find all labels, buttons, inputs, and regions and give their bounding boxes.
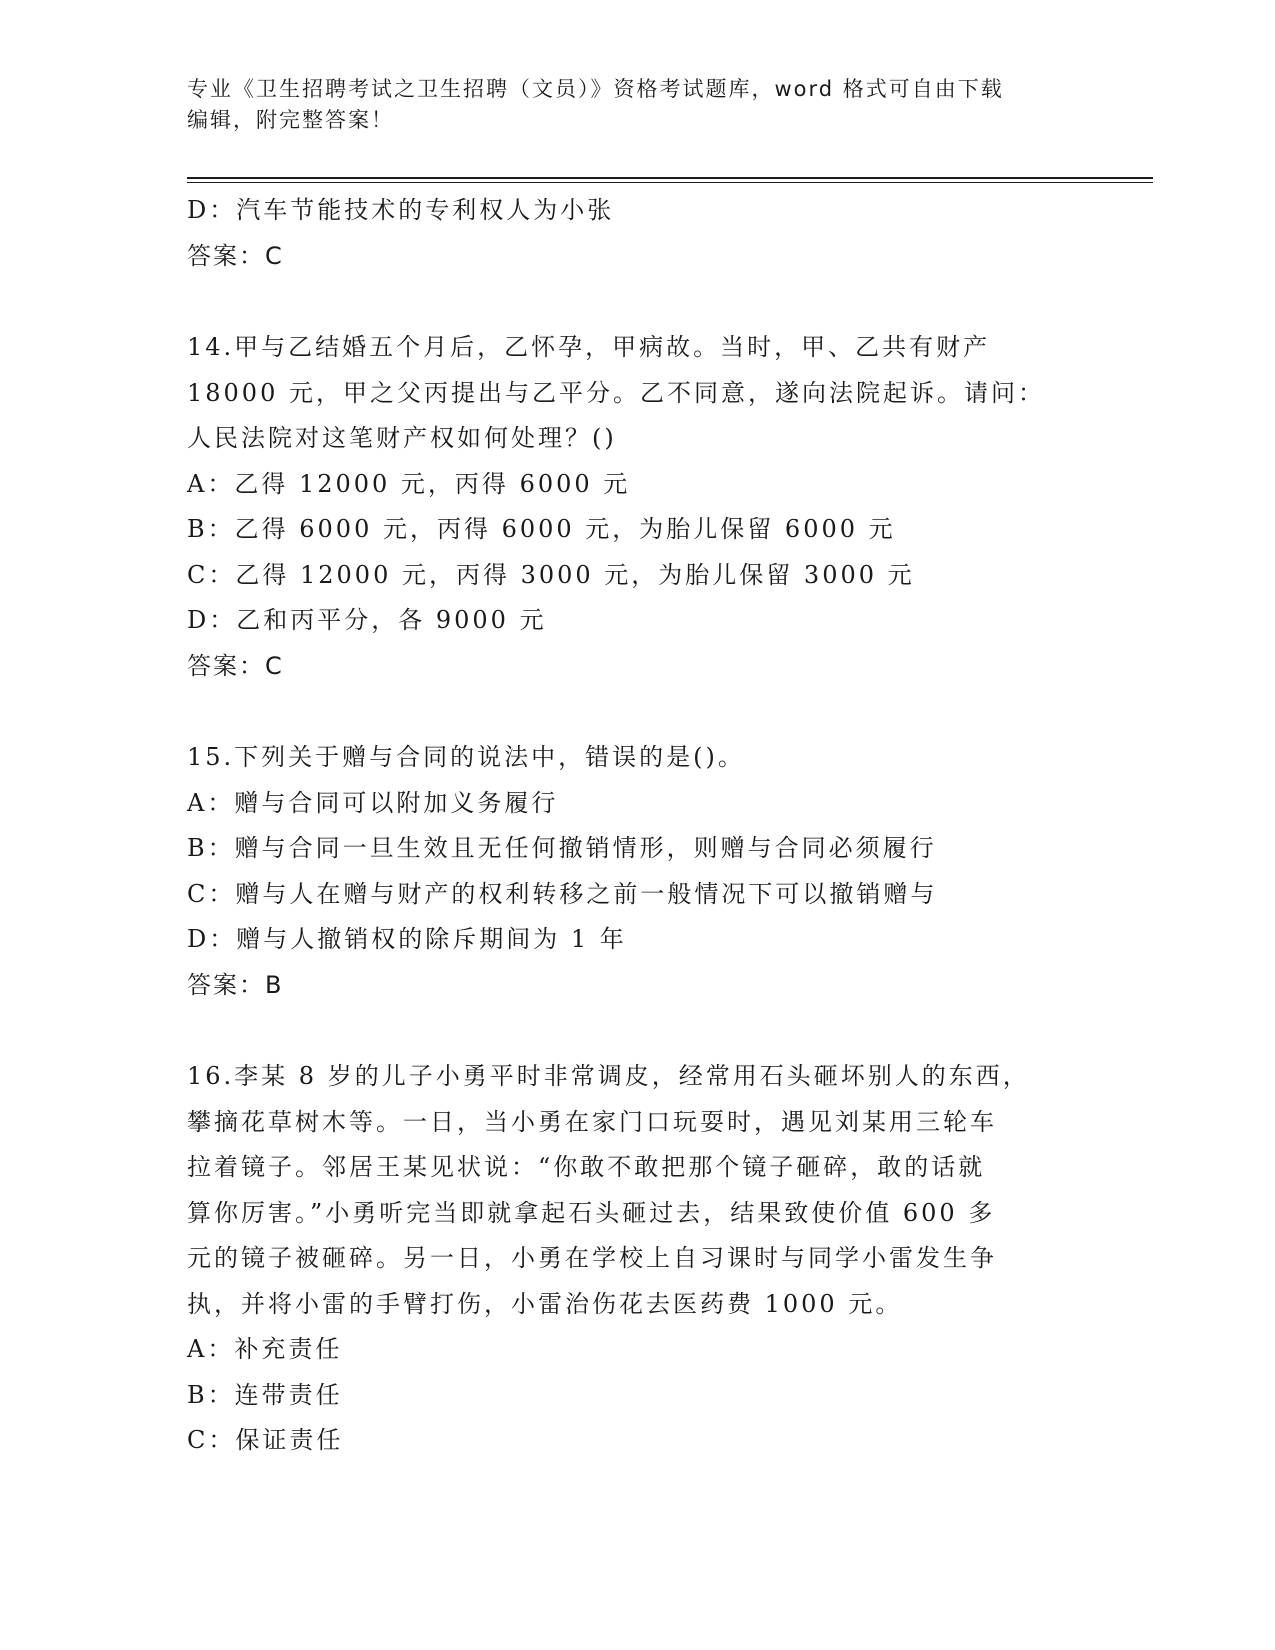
spacer: [187, 279, 1087, 325]
header-divider: [187, 177, 1153, 179]
question-content: [187, 188, 1087, 1464]
q14-stem-line: 14.甲与乙结婚五个月后，乙怀孕，甲病故。当时，甲、乙共有财产: [187, 333, 991, 361]
q16-option-a: A：补充责任: [187, 1335, 343, 1363]
q14-option-d: D：乙和丙平分，各 9000 元: [187, 606, 547, 634]
q15-answer: 答案：B: [187, 970, 284, 999]
q14-option-b: B：乙得 6000 元，丙得 6000 元，为胎儿保留 6000 元: [187, 515, 896, 543]
q15-option-d: D：赠与人撤销权的除斥期间为 1 年: [187, 925, 627, 953]
q16-stem-line: 执，并将小雷的手臂打伤，小雷治伤花去医药费 1000 元。: [187, 1289, 903, 1318]
q14-answer: 答案：C: [187, 651, 284, 680]
spacer: [187, 1008, 1087, 1054]
document-header: [187, 74, 1087, 136]
q14-stem-line: 18000 元，甲之父丙提出与乙平分。乙不同意，遂向法院起诉。请问：: [187, 378, 1045, 407]
q15-option-b: B：赠与合同一旦生效且无任何撤销情形，则赠与合同必须履行: [187, 834, 937, 862]
q16-stem-line: 元的镜子被砸碎。另一日，小勇在学校上自习课时与同学小雷发生争: [187, 1244, 997, 1272]
q16-stem-line: 拉着镜子。邻居王某见状说：“你敢不敢把那个镜子砸碎，敢的话就: [187, 1153, 986, 1181]
header-line-1: 专业《卫生招聘考试之卫生招聘（文员）》资格考试题库，word 格式可自由下载: [187, 77, 1004, 101]
q15-option-c: C：赠与人在赠与财产的权利转移之前一般情况下可以撤销赠与: [187, 879, 938, 908]
header-divider-thin: [187, 182, 1153, 183]
spacer: [187, 689, 1087, 735]
q13-answer: 答案：C: [187, 241, 284, 270]
question-15: [187, 735, 1087, 1008]
q15-option-a: A：赠与合同可以附加义务履行: [187, 788, 559, 817]
question-16: [187, 1054, 1087, 1464]
q16-stem-line: 算你厉害。”小勇听完当即就拿起石头砸过去，结果致使价值 600 多: [187, 1198, 996, 1227]
header-line-2: 编辑，附完整答案！: [187, 108, 394, 132]
q16-option-c: C：保证责任: [187, 1426, 344, 1454]
q15-stem-line: 15.下列关于赠与合同的说法中，错误的是()。: [187, 743, 745, 771]
q16-stem-line: 攀摘花草树木等。一日，当小勇在家门口玩耍时，遇见刘某用三轮车: [187, 1107, 997, 1136]
q13-option-d: D：汽车节能技术的专利权人为小张: [187, 196, 615, 224]
question-14: [187, 325, 1087, 689]
q14-stem-line: 人民法院对这笔财产权如何处理？(): [187, 424, 617, 452]
q16-stem-line: 16.李某 8 岁的儿子小勇平时非常调皮，经常用石头砸坏别人的东西，: [187, 1062, 1030, 1090]
q14-option-c: C：乙得 12000 元，丙得 3000 元，为胎儿保留 3000 元: [187, 560, 915, 589]
q14-option-a: A：乙得 12000 元，丙得 6000 元: [187, 469, 631, 498]
q16-option-b: B：连带责任: [187, 1380, 343, 1409]
